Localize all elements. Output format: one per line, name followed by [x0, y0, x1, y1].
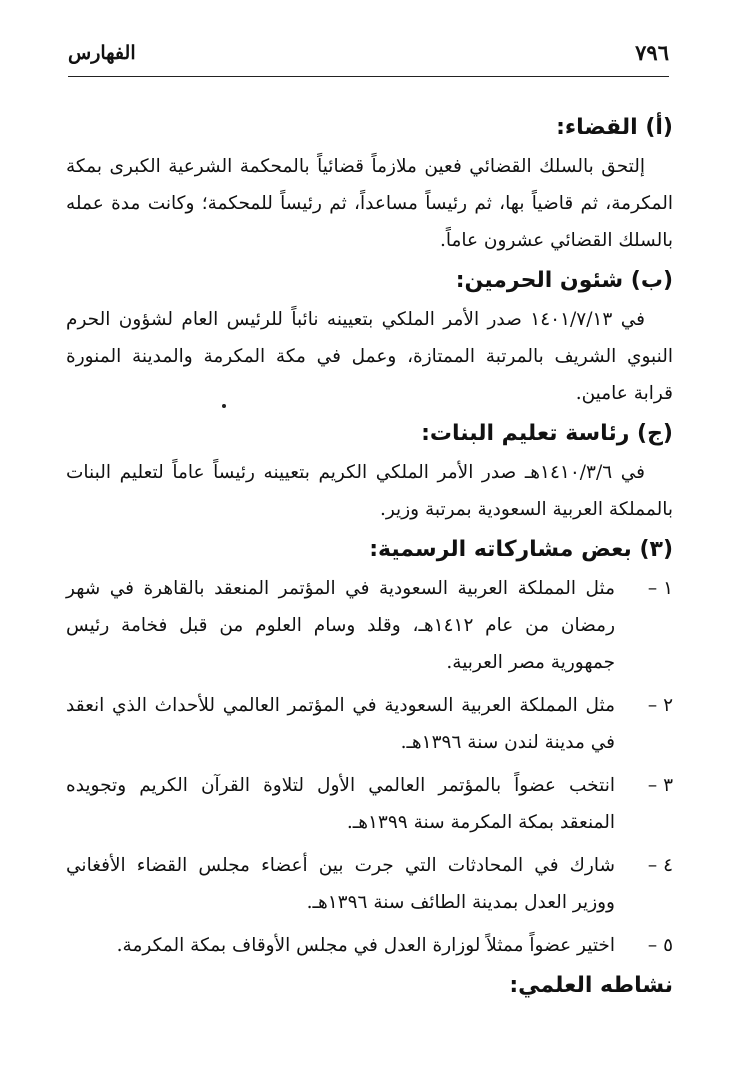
- heading-two-holy-mosques: (ب) شئون الحرمين:: [455, 268, 673, 293]
- participations-list: [66, 570, 673, 964]
- list-item: [66, 687, 673, 761]
- section-official-participations: [66, 534, 673, 964]
- list-item: [66, 570, 673, 681]
- list-item-number: ٢ –: [647, 695, 673, 716]
- paragraph-two-holy-mosques: في ١٤٠١/٧/١٣ صدر الأمر الملكي بتعيينه نائباً للرئيس العام لشؤون الحرم النبوي الشريف بالمرتبة الممتازة، وعمل في مكة المكرمة والمدينة المنورة قرابة عامين.: [66, 309, 673, 404]
- scan-speck: [222, 404, 226, 408]
- list-item-number: ٥ –: [647, 935, 673, 956]
- list-item-text: مثل المملكة العربية السعودية في المؤتمر المنعقد بالقاهرة في شهر رمضان من عام ١٤١٢هـ، وقلد وسام العلوم من قبل فخامة رئيس جمهورية مصر العربية.: [66, 578, 616, 673]
- list-item: [66, 927, 673, 964]
- section-judiciary: [66, 112, 673, 259]
- paragraph-girls-education: في ١٤١٠/٣/٦هـ صدر الأمر الملكي الكريم بتعيينه رئيساً عاماً لتعليم البنات بالمملكة العربية السعودية بمرتبة وزير.: [66, 462, 673, 520]
- list-item-text: شارك في المحادثات التي جرت بين أعضاء مجلس القضاء الأفغاني ووزير العدل بمدينة الطائف سنة ١٣٩٦هـ.: [66, 855, 615, 913]
- heading-official-participations: (٣) بعض مشاركاته الرسمية:: [369, 537, 673, 562]
- list-item-text: مثل المملكة العربية السعودية في المؤتمر العالمي للأحداث الذي انعقد في مدينة لندن سنة ١٣٩٦هـ.: [66, 695, 615, 753]
- heading-judiciary: (أ) القضاء:: [556, 115, 673, 140]
- section-label: الفهارس: [68, 42, 136, 64]
- section-scientific-activity: [66, 970, 673, 1002]
- list-item-number: ٤ –: [647, 855, 673, 876]
- list-item-text: اختير عضواً ممثلاً لوزارة العدل في مجلس الأوقاف بمكة المكرمة.: [116, 935, 615, 956]
- page-number: ٧٩٦: [635, 40, 669, 65]
- list-item-number: ١ –: [647, 578, 673, 599]
- page-body: [66, 112, 673, 1006]
- section-two-holy-mosques: [66, 265, 673, 412]
- list-item-text: انتخب عضواً بالمؤتمر العالمي الأول لتلاوة القرآن الكريم وتجويده المنعقد بمكة المكرمة سنة ١٣٩٩هـ.: [66, 775, 615, 833]
- running-header: [68, 36, 669, 77]
- list-item: [66, 847, 673, 921]
- paragraph-judiciary: إلتحق بالسلك القضائي فعين ملازماً قضائياً بالمحكمة الشرعية الكبرى بمكة المكرمة، ثم قاضياً بها، ثم رئيساً مساعداً، ثم رئيساً للمحكمة؛ وكانت مدة عمله بالسلك القضائي عشرون عاماً.: [66, 156, 673, 251]
- heading-scientific-activity: نشاطه العلمي:: [509, 973, 673, 998]
- heading-girls-education: (ج) رئاسة تعليم البنات:: [421, 421, 673, 446]
- section-girls-education: [66, 418, 673, 528]
- list-item-number: ٣ –: [647, 775, 673, 796]
- list-item: [66, 767, 673, 841]
